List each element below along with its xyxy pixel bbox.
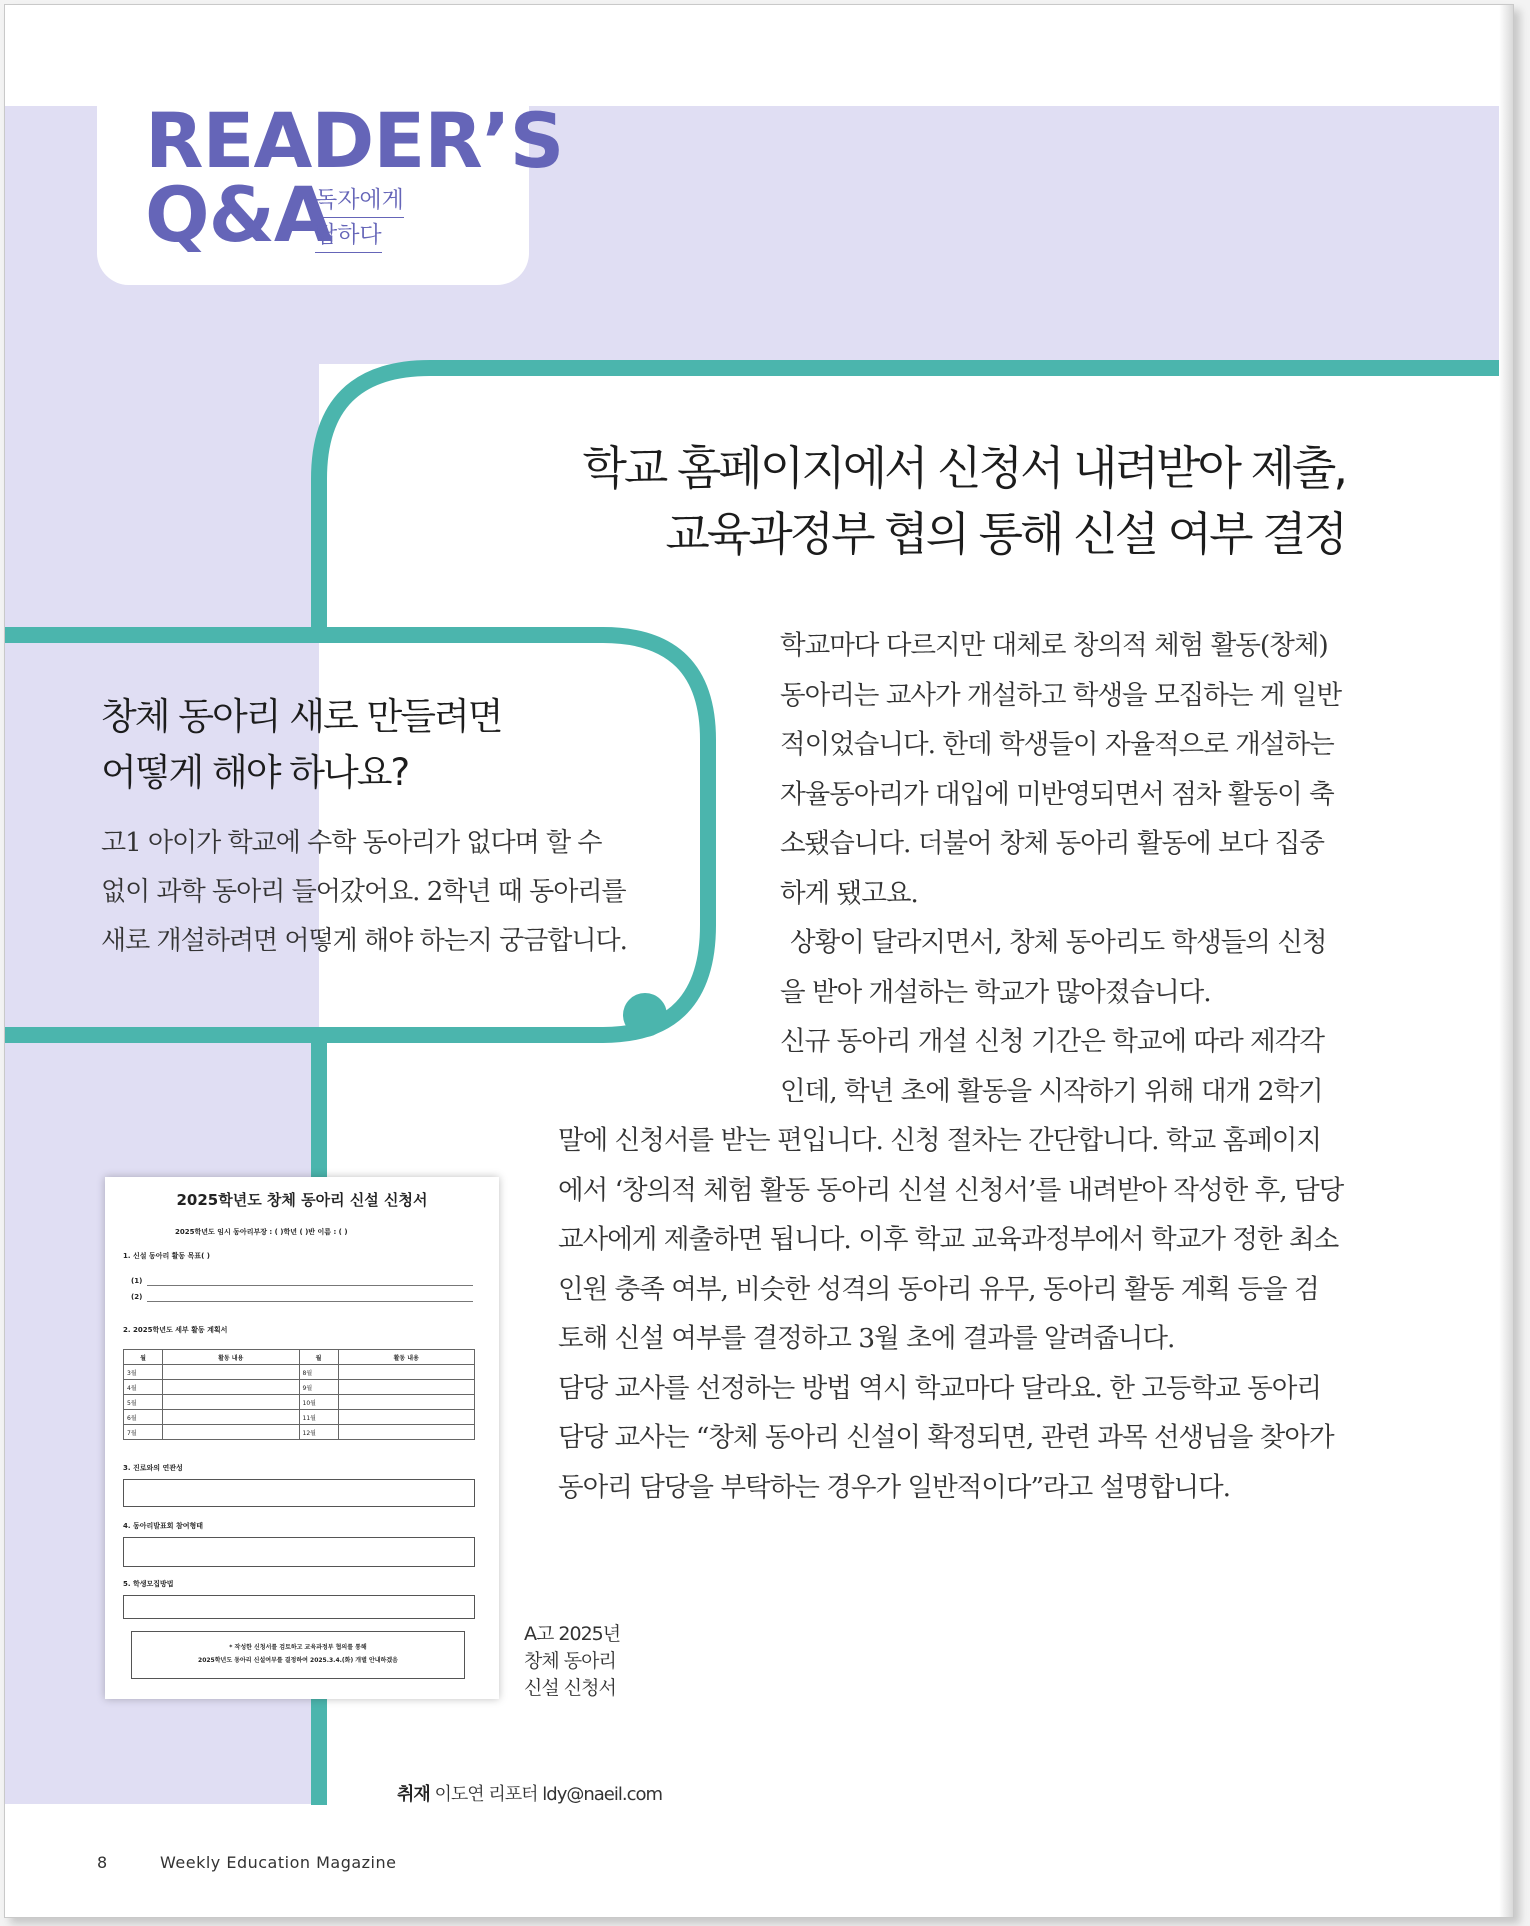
question-title-line2: 어떻게 해야 하나요? — [101, 751, 409, 794]
table-row — [124, 1425, 475, 1440]
table-row — [124, 1380, 475, 1395]
answer-line: 인데, 학년 초에 활동을 시작하기 위해 대개 2학기 — [780, 1075, 1323, 1107]
table-row — [124, 1365, 475, 1380]
magazine-name: Weekly Education Magazine — [160, 1853, 397, 1872]
form-blank-line — [147, 1285, 473, 1286]
question-title-line1: 창체 동아리 새로 만들려면 — [101, 695, 502, 738]
caption-line1: A고 2025년 — [524, 1623, 621, 1645]
section-subtitle-line2: 답하다 — [315, 218, 382, 253]
byline-label: 취재 — [397, 1784, 430, 1805]
reporter-byline — [397, 1780, 662, 1806]
headline-line1: 학교 홈페이지에서 신청서 내려받아 제출, — [582, 441, 1345, 495]
form-month-cell: 3월 — [124, 1365, 163, 1380]
form-applicant: 2025학년도 임시 동아리부장 : ( )학년 ( )반 이름 : ( ) — [175, 1228, 348, 1236]
image-caption — [524, 1621, 620, 1702]
article-headline — [582, 435, 1345, 567]
form-th-activity: 활동 내용 — [163, 1350, 300, 1365]
answer-line: 학교마다 다르지만 대체로 창의적 체험 활동(창체) — [780, 630, 1328, 661]
answer-line: 을 받아 개설하는 학교가 많아졌습니다. — [780, 976, 1211, 1008]
question-title — [101, 689, 501, 801]
form-section-2: 2. 2025학년도 세부 활동 계획서 — [123, 1326, 228, 1334]
question-line2: 없이 과학 동아리 들어갔어요. 2학년 때 동아리를 — [101, 877, 626, 907]
form-month-cell: 7월 — [124, 1425, 163, 1440]
form-item-1: (1) — [131, 1277, 143, 1285]
form-notice — [131, 1631, 465, 1679]
form-section-1: 1. 신설 동아리 활동 목표( ) — [123, 1252, 210, 1260]
answer-line: 교사에게 제출하면 됩니다. 이후 학교 교육과정부에서 학교가 정한 최소 — [558, 1224, 1339, 1255]
table-row — [124, 1395, 475, 1410]
form-notice-line2: 2025학년도 동아리 신설여부를 결정하여 2025.3.4.(화) 개별 안내하겠음 — [198, 1657, 398, 1664]
form-blank-line — [147, 1301, 473, 1302]
answer-line: 에서 ‘창의적 체험 활동 동아리 신설 신청서’를 내려받아 작성한 후, 담당 — [558, 1174, 1344, 1206]
answer-line: 인원 충족 여부, 비슷한 성격의 동아리 유무, 동아리 활동 계획 등을 검 — [558, 1273, 1319, 1305]
form-item-2: (2) — [131, 1293, 143, 1301]
application-form-image — [105, 1177, 499, 1699]
answer-line: 하게 됐고요. — [780, 877, 918, 909]
answer-column-top — [780, 621, 1355, 1116]
form-section-4: 4. 동아리발표회 참여형태 — [123, 1522, 204, 1530]
form-th-month: 월 — [124, 1350, 163, 1365]
magazine-page — [4, 4, 1514, 1918]
form-title: 2025학년도 창체 동아리 신설 신청서 — [176, 1191, 428, 1209]
form-section-3: 3. 진로와의 연관성 — [123, 1464, 183, 1472]
section-title-line2: Q&A — [145, 170, 332, 259]
answer-line: 자율동아리가 대입에 미반영되면서 점차 활동이 축 — [780, 778, 1334, 810]
form-month-cell: 5월 — [124, 1395, 163, 1410]
answer-line: 말에 신청서를 받는 편입니다. 신청 절차는 간단합니다. 학교 홈페이지 — [558, 1125, 1322, 1156]
answer-line: 상황이 달라지면서, 창체 동아리도 학생들의 신청 — [790, 927, 1327, 958]
form-month-cell: 12월 — [299, 1425, 338, 1440]
question-line3: 새로 개설하려면 어떻게 해야 하는지 궁금합니다. — [101, 926, 627, 956]
byline-text: 이도연 리포터 ldy@naeil.com — [434, 1784, 663, 1805]
form-th-activity: 활동 내용 — [338, 1350, 475, 1365]
answer-line: 적이었습니다. 한데 학생들이 자율적으로 개설하는 — [780, 729, 1334, 760]
section-subtitle-line1: 독자에게 — [315, 183, 404, 218]
answer-line: 동아리는 교사가 개설하고 학생을 모집하는 게 일반 — [780, 679, 1342, 711]
caption-line2: 창체 동아리 — [524, 1650, 616, 1672]
form-answer-box — [123, 1595, 475, 1619]
section-title-line1: READER’S — [145, 96, 564, 185]
answer-column-bottom — [558, 1116, 1355, 1512]
form-month-cell: 4월 — [124, 1380, 163, 1395]
answer-line: 담당 교사를 선정하는 방법 역시 학교마다 달라요. 한 고등학교 동아리 — [558, 1372, 1322, 1404]
page-number: 8 — [97, 1853, 108, 1872]
answer-line: 토해 신설 여부를 결정하고 3월 초에 결과를 알려줍니다. — [558, 1323, 1175, 1354]
question-body — [101, 819, 661, 966]
form-th-month: 월 — [299, 1350, 338, 1365]
form-answer-box — [123, 1479, 475, 1507]
form-plan-table — [123, 1349, 475, 1440]
answer-line: 신규 동아리 개설 신청 기간은 학교에 따라 제각각 — [780, 1026, 1324, 1057]
headline-line2: 교육과정부 협의 통해 신설 여부 결정 — [665, 507, 1345, 561]
form-month-cell: 10월 — [299, 1395, 338, 1410]
form-month-cell: 8월 — [299, 1365, 338, 1380]
answer-line: 소됐습니다. 더불어 창체 동아리 활동에 보다 집중 — [780, 828, 1324, 859]
answer-line: 담당 교사는 “창체 동아리 신설이 확정되면, 관련 과목 선생님을 찾아가 — [558, 1422, 1334, 1453]
caption-line3: 신설 신청서 — [524, 1677, 616, 1699]
answer-line: 동아리 담당을 부탁하는 경우가 일반적이다”라고 설명합니다. — [558, 1471, 1231, 1503]
form-month-cell: 6월 — [124, 1410, 163, 1425]
form-month-cell: 9월 — [299, 1380, 338, 1395]
form-answer-box — [123, 1537, 475, 1567]
form-month-cell: 11월 — [299, 1410, 338, 1425]
question-line1: 고1 아이가 학교에 수학 동아리가 없다며 할 수 — [101, 828, 602, 858]
form-notice-line1: * 작성한 신청서를 검토하고 교육과정부 협의를 통해 — [229, 1644, 367, 1651]
page-edge-shadow — [1499, 5, 1513, 1917]
form-section-5: 5. 학생모집방법 — [123, 1580, 174, 1588]
table-row — [124, 1410, 475, 1425]
